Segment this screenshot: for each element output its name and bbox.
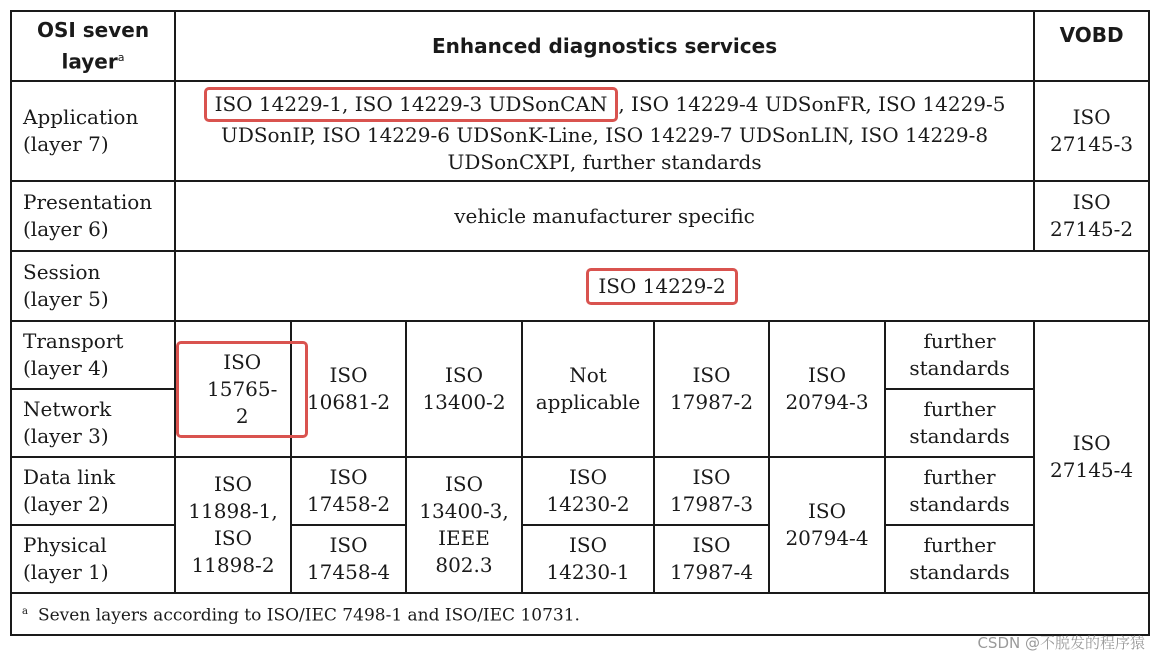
layer-name: Network [23, 397, 112, 421]
vobd-number: 27145-4 [1050, 458, 1134, 482]
row-application [11, 81, 1149, 181]
header-vobd: VOBD [1034, 11, 1149, 81]
layer-name: Transport [23, 329, 124, 353]
cell-iso-17458-4 [291, 525, 406, 593]
cell-line: ISO [808, 499, 846, 523]
cell-line: 11898-2 [191, 553, 275, 577]
cell-line: 10681-2 [306, 390, 391, 414]
cell-line: ISO [329, 533, 368, 557]
cell-further-data-link [885, 457, 1034, 525]
cell-line: ISO [445, 363, 483, 387]
cell-line: 17458-2 [306, 492, 391, 516]
layer-number: (layer 6) [23, 217, 109, 241]
layer-number: (layer 3) [23, 424, 109, 448]
cell-line: ISO [214, 472, 252, 496]
cell-iso-17987-4 [654, 525, 769, 593]
cell-line: ISO [329, 465, 368, 489]
application-line1-rest: , ISO 14229-4 UDSonFR, ISO 14229-5 [618, 91, 1006, 116]
cell-line: 13400-2 [422, 390, 506, 414]
layer-name: Presentation [23, 190, 153, 214]
header-osi-line2: layer [61, 49, 118, 74]
session-cell [175, 251, 1149, 321]
cell-iso-13400-3-ieee [406, 457, 522, 593]
application-standards [175, 81, 1034, 181]
cell-line: 14230-1 [546, 560, 630, 584]
cell-iso-14230-2 [522, 457, 654, 525]
cell-line: further [923, 329, 996, 353]
layer-number: (layer 2) [23, 492, 109, 516]
cell-line: standards [909, 424, 1010, 448]
cell-further-transport [885, 321, 1034, 389]
cell-line: standards [909, 560, 1010, 584]
layer-number: (layer 1) [23, 560, 109, 584]
cell-iso-11898 [175, 457, 291, 593]
footnote-marker: a [117, 50, 125, 64]
cell-line: ISO [692, 533, 731, 557]
row-transport [11, 321, 1149, 389]
layer-name: Application [23, 105, 139, 129]
highlight-iso-14229-2: ISO 14229-2 [586, 268, 737, 305]
header-osi-seven-layer [11, 11, 175, 81]
cell-line: Not [569, 363, 607, 387]
cell-further-network [885, 389, 1034, 457]
footnote-row [11, 593, 1149, 635]
highlight-iso-15765-2 [176, 341, 308, 438]
cell-line: ISO [569, 533, 607, 557]
layer-number: (layer 4) [23, 356, 109, 380]
cell-iso-17458-2 [291, 457, 406, 525]
cell-line: ISO [692, 363, 731, 387]
cell-line: 17987-3 [669, 492, 754, 516]
cell-line: 17458-4 [306, 560, 391, 584]
cell-line: ISO [569, 465, 607, 489]
cell-not-applicable [522, 321, 654, 457]
layer-physical [11, 525, 175, 593]
cell-line: 17987-4 [669, 560, 754, 584]
vobd-presentation [1034, 181, 1149, 251]
vobd-lower [1034, 321, 1149, 593]
cell-line: further [923, 397, 996, 421]
footnote-marker: a [22, 606, 28, 618]
vobd-iso: ISO [1072, 190, 1111, 214]
cell-line: 14230-2 [546, 492, 630, 516]
layer-transport [11, 321, 175, 389]
osi-diagnostics-table [10, 10, 1150, 636]
cell-iso-20794-3 [769, 321, 885, 457]
vobd-application [1034, 81, 1149, 181]
cell-iso-15765-2 [175, 321, 291, 457]
cell-line: standards [909, 492, 1010, 516]
cell-line: 13400-3, [419, 499, 509, 523]
cell-line: 20794-3 [785, 390, 869, 414]
layer-network [11, 389, 175, 457]
row-data-link [11, 457, 1149, 525]
cell-line: ISO [692, 465, 731, 489]
layer-application [11, 81, 175, 181]
layer-session [11, 251, 175, 321]
osi-table-figure [10, 10, 1148, 645]
cell-line: ISO [329, 363, 368, 387]
application-line2: UDSonIP, ISO 14229-6 UDSonK-Line, ISO 14229-7 UDSonLIN, ISO 14229-8 [220, 122, 989, 147]
cell-line: 15765-2 [207, 376, 278, 428]
footnote-text: Seven layers according to ISO/IEC 7498-1 and ISO/IEC 10731. [37, 605, 580, 626]
cell-line: further [923, 465, 996, 489]
vobd-number: 27145-2 [1050, 217, 1134, 241]
cell-line: further [923, 533, 996, 557]
cell-line: ISO [223, 349, 262, 374]
layer-presentation [11, 181, 175, 251]
highlight-udsoncan: ISO 14229-1, ISO 14229-3 UDSonCAN [204, 87, 619, 122]
vobd-iso: ISO [1072, 431, 1111, 455]
header-row [11, 11, 1149, 81]
cell-iso-14230-1 [522, 525, 654, 593]
row-presentation [11, 181, 1149, 251]
cell-line: applicable [535, 390, 641, 414]
cell-line: 11898-1, [188, 499, 278, 523]
vobd-iso: ISO [1072, 105, 1111, 129]
cell-line: 17987-2 [669, 390, 754, 414]
cell-line: IEEE [438, 526, 490, 550]
layer-name: Data link [23, 465, 116, 489]
cell-iso-17987-2 [654, 321, 769, 457]
cell-iso-10681-2 [291, 321, 406, 457]
cell-line: 20794-4 [785, 526, 869, 550]
cell-iso-17987-3 [654, 457, 769, 525]
layer-number: (layer 7) [23, 132, 109, 156]
cell-line: 802.3 [435, 553, 493, 577]
header-osi-line1: OSI seven [36, 17, 150, 42]
cell-line: ISO [214, 526, 252, 550]
cell-line: ISO [445, 472, 483, 496]
cell-further-physical [885, 525, 1034, 593]
header-enhanced-diagnostics: Enhanced diagnostics services [175, 11, 1034, 81]
layer-number: (layer 5) [23, 287, 109, 311]
layer-name: Session [23, 260, 101, 284]
cell-line: standards [909, 356, 1010, 380]
cell-iso-13400-2 [406, 321, 522, 457]
row-session [11, 251, 1149, 321]
cell-line: ISO [808, 363, 846, 387]
presentation-text: vehicle manufacturer specific [175, 181, 1034, 251]
vobd-number: 27145-3 [1050, 132, 1134, 156]
layer-data-link [11, 457, 175, 525]
layer-name: Physical [23, 533, 107, 557]
application-line3: UDSonCXPI, further standards [447, 149, 762, 174]
csdn-watermark: CSDN @不脱发的程序猿 [977, 634, 1145, 652]
cell-iso-20794-4 [769, 457, 885, 593]
footnote [11, 593, 1149, 635]
